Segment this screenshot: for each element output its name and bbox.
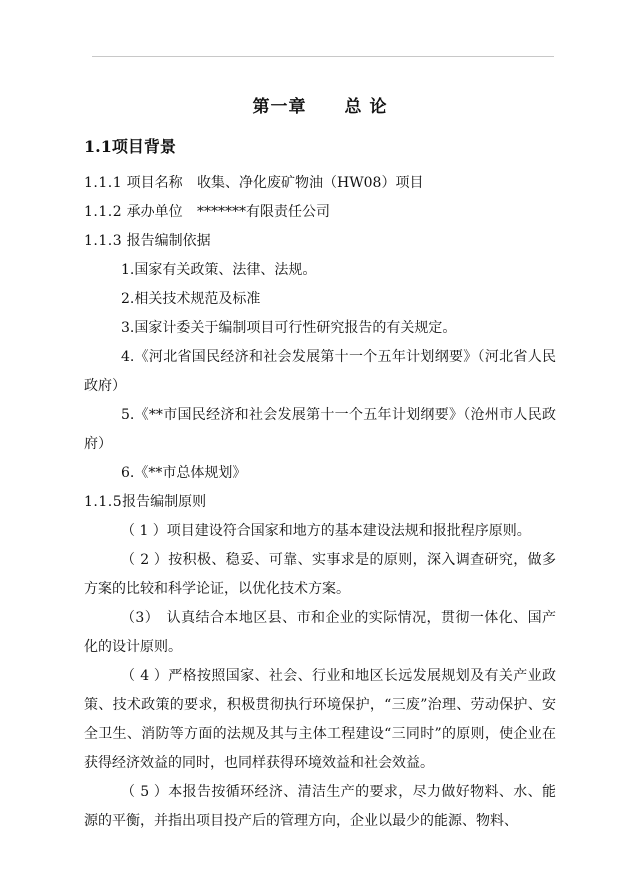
item-label: 报告编制依据 (126, 233, 211, 249)
principle-item: （ 4 ）严格按照国家、社会、行业和地区长远发展规划及有关产业政策、技术政策的要求，积极贯彻执行环境保护，“三废”治理、劳动保护、安全卫生、消防等方面的法规及其与主体工程建设“三同时”的原则，使企业在获得经济效益的同时，也同样获得环境效益和社会效益。 (84, 668, 556, 771)
item-label: 报告编制原则 (122, 494, 207, 510)
basis-item: 5.《**市国民经济和社会发展第十一个五年计划纲要》（沧州市人民政府） (84, 407, 556, 452)
chapter-title (84, 94, 556, 120)
item-value: 收集、净化废矿物油（HW08）项目 (197, 175, 424, 191)
principle-item: （ 2 ）按积极、稳妥、可靠、实事求是的原则，深入调查研究，做多方案的比较和科学论证，以优化技术方案。 (84, 552, 556, 597)
principle-item: （ 5 ）本报告按循环经济、清洁生产的要求，尽力做好物料、水、能源的平衡，并指出项目投产后的管理方向，企业以最少的能源、物料、 (84, 784, 556, 829)
item-basis (84, 227, 556, 256)
item-organizer (84, 198, 556, 227)
basis-item: 4.《河北省国民经济和社会发展第十一个五年计划纲要》（河北省人民政府） (84, 349, 556, 394)
basis-item: 2.相关技术规范及标准 (121, 291, 261, 307)
header-rule (92, 56, 554, 57)
basis-item: 3.国家计委关于编制项目可行性研究报告的有关规定。 (121, 320, 457, 336)
chapter-name: 总 论 (344, 97, 388, 117)
basis-item: 6.《**市总体规划》 (121, 465, 247, 481)
principle-item: （3） 认真结合本地区县、市和企业的实际情况，贯彻一体化、国产化的设计原则。 (84, 610, 556, 655)
basis-item: 1.国家有关政策、法律、法规。 (121, 262, 317, 278)
item-project-name (84, 169, 556, 198)
item-number: 1.1.5 (84, 494, 123, 510)
item-number: 1.1.3 (84, 233, 123, 249)
item-principles (84, 488, 556, 517)
document-body (84, 94, 556, 836)
section-title: 1.1项目背景 (84, 137, 176, 156)
item-value: *******有限责任公司 (197, 204, 331, 220)
principle-item: （ 1 ）项目建设符合国家和地方的基本建设法规和报批程序原则。 (121, 523, 531, 539)
item-number: 1.1.1 (84, 175, 123, 191)
item-number: 1.1.2 (84, 204, 123, 220)
chapter-label: 第一章 (252, 97, 307, 117)
item-label: 项目名称 (126, 175, 183, 191)
item-label: 承办单位 (126, 204, 183, 220)
